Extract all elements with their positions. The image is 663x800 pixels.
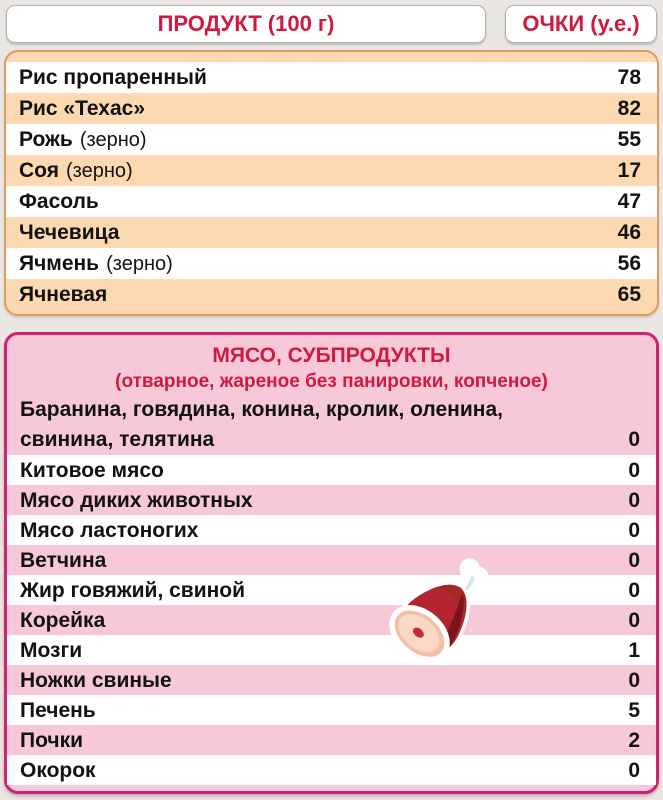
product-name: Мясо ластоногих bbox=[20, 518, 199, 542]
section-meat-offal bbox=[4, 332, 659, 794]
points-value: 0 bbox=[628, 608, 640, 632]
product-name: Ячмень bbox=[19, 252, 100, 275]
section-title: МЯСО, СУБПРОДУКТЫ bbox=[212, 344, 451, 367]
table-row bbox=[7, 725, 656, 755]
points-column-label: ОЧКИ (у.е.) bbox=[522, 11, 640, 36]
table-row bbox=[6, 155, 657, 186]
product-name: Жир говяжий, свиной bbox=[20, 578, 246, 602]
points-value: 56 bbox=[617, 252, 641, 275]
section-subtitle: (отварное, жареное без панировки, копченое) bbox=[115, 371, 548, 392]
product-note: (зерно) bbox=[65, 159, 133, 182]
points-value: 0 bbox=[628, 428, 640, 451]
meat-rows bbox=[7, 395, 656, 785]
table-row bbox=[7, 635, 656, 665]
table-row bbox=[6, 217, 657, 248]
product-name: Китовое мясо bbox=[20, 458, 164, 482]
product-name: Баранина, говядина, конина, кролик, оленина, свинина, телятина bbox=[20, 398, 503, 451]
product-name: Рис «Техас» bbox=[19, 97, 146, 120]
table-row bbox=[6, 186, 657, 217]
product-name: Окорок bbox=[20, 758, 96, 782]
table-row bbox=[7, 575, 656, 605]
table-row bbox=[7, 605, 656, 635]
points-value: 1 bbox=[628, 638, 640, 662]
table-row bbox=[7, 755, 656, 785]
grains-rows bbox=[6, 62, 657, 310]
product-column-header bbox=[6, 5, 486, 43]
table-row bbox=[7, 545, 656, 575]
product-column-label: ПРОДУКТ (100 г) bbox=[157, 11, 335, 36]
table-row bbox=[6, 93, 657, 124]
points-value: 55 bbox=[617, 128, 641, 151]
table-row bbox=[6, 248, 657, 279]
points-value: 0 bbox=[628, 488, 640, 512]
points-value: 0 bbox=[628, 668, 640, 692]
product-name: Рис пропаренный bbox=[19, 66, 207, 89]
product-note: (зерно) bbox=[106, 252, 173, 275]
product-name: Фасоль bbox=[19, 190, 99, 213]
table-row bbox=[6, 279, 657, 310]
points-value: 47 bbox=[617, 190, 641, 213]
points-value: 2 bbox=[628, 728, 640, 752]
points-value: 65 bbox=[617, 283, 641, 306]
points-value: 82 bbox=[617, 97, 641, 120]
product-name: Печень bbox=[20, 698, 96, 722]
product-name: Ножки свиные bbox=[20, 668, 172, 692]
section-grains-legumes bbox=[4, 50, 659, 316]
product-name: Корейка bbox=[20, 608, 106, 632]
points-value: 0 bbox=[628, 458, 640, 482]
points-value: 0 bbox=[628, 548, 640, 572]
product-name: Почки bbox=[20, 728, 84, 752]
product-name: Рожь bbox=[19, 128, 73, 151]
points-value: 0 bbox=[628, 518, 640, 542]
points-value: 17 bbox=[617, 159, 641, 182]
points-value: 78 bbox=[617, 66, 641, 89]
table-row bbox=[6, 62, 657, 93]
table-row bbox=[7, 485, 656, 515]
table-row bbox=[7, 455, 656, 485]
table-row bbox=[7, 515, 656, 545]
product-name: Мясо диких животных bbox=[20, 488, 253, 512]
product-name: Мозги bbox=[20, 638, 83, 662]
points-value: 0 bbox=[628, 758, 640, 782]
table-row bbox=[7, 665, 656, 695]
points-value: 5 bbox=[628, 698, 640, 722]
product-note: (зерно) bbox=[79, 128, 147, 151]
points-value: 46 bbox=[617, 221, 641, 244]
product-name: Соя bbox=[19, 159, 59, 182]
points-column-header bbox=[505, 5, 657, 43]
table-header bbox=[0, 0, 663, 43]
product-name: Ячневая bbox=[19, 283, 108, 306]
table-row bbox=[7, 395, 656, 455]
points-value: 0 bbox=[628, 578, 640, 602]
table-row bbox=[7, 695, 656, 725]
product-name: Ветчина bbox=[20, 548, 107, 572]
table-row bbox=[6, 124, 657, 155]
product-name: Чечевица bbox=[19, 221, 120, 244]
